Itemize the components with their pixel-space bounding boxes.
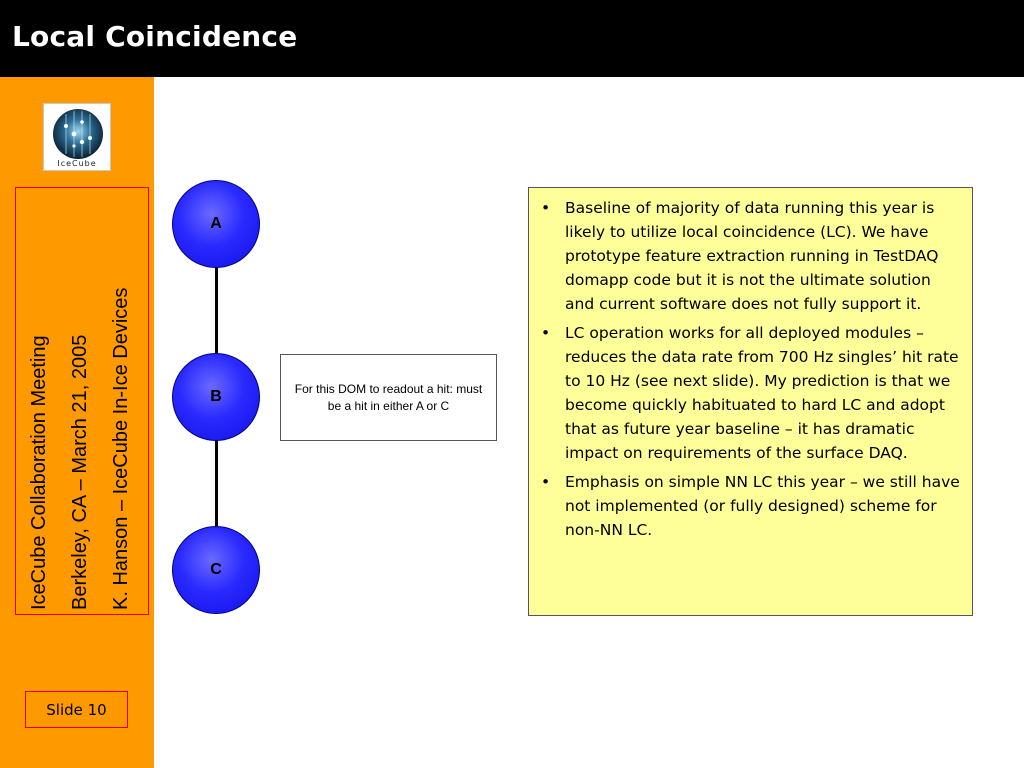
readout-note: For this DOM to readout a hit: must be a hit in either A or C: [280, 354, 497, 441]
meeting-name: IceCube Collaboration Meeting: [28, 335, 50, 610]
bullet-list: [539, 196, 962, 542]
bullet-item: [539, 321, 962, 465]
bullet-text-box: [528, 187, 973, 616]
meeting-location-date: Berkeley, CA – March 21, 2005: [69, 334, 91, 610]
bullet-text: Emphasis on simple NN LC this year – we still have not implemented (or fully designed) scheme for non-NN LC.: [565, 473, 960, 539]
dom-node-a-label: A: [210, 215, 222, 232]
dom-node-b-label: B: [210, 388, 222, 405]
logo-caption: IceCube: [57, 159, 97, 168]
dom-node-b: [172, 353, 260, 441]
bullet-marker: •: [541, 324, 551, 342]
slide-number: Slide 10: [25, 691, 128, 728]
slide-title: Local Coincidence: [12, 20, 298, 53]
icecube-logo: [43, 103, 111, 171]
bullet-item: [539, 196, 962, 316]
dom-node-c: [172, 526, 260, 614]
bullet-marker: •: [541, 473, 551, 491]
dom-node-c-label: C: [210, 561, 222, 578]
connector-b-c: [215, 440, 218, 527]
bullet-text: LC operation works for all deployed modules – reduces the data rate from 700 Hz singles’ hit rate to 10 Hz (see next slide). My prediction is that we become quickly habituated to hard LC and adopt that as future year baseline – it has dramatic impact on requirements of the surface DAQ.: [565, 324, 959, 462]
bullet-marker: •: [541, 199, 551, 217]
bullet-item: [539, 470, 962, 542]
icecube-logo-icon: [44, 104, 112, 160]
bullet-text: Baseline of majority of data running this year is likely to utilize local coincidence (LC). We have prototype feature extraction running in TestDAQ domapp code but it is not the ultimate solution and current software does not fully support it.: [565, 199, 939, 313]
presenter: K. Hanson – IceCube In-Ice Devices: [110, 287, 132, 610]
dom-node-a: [172, 180, 260, 268]
connector-a-b: [215, 267, 218, 354]
title-bar: [0, 0, 1024, 77]
